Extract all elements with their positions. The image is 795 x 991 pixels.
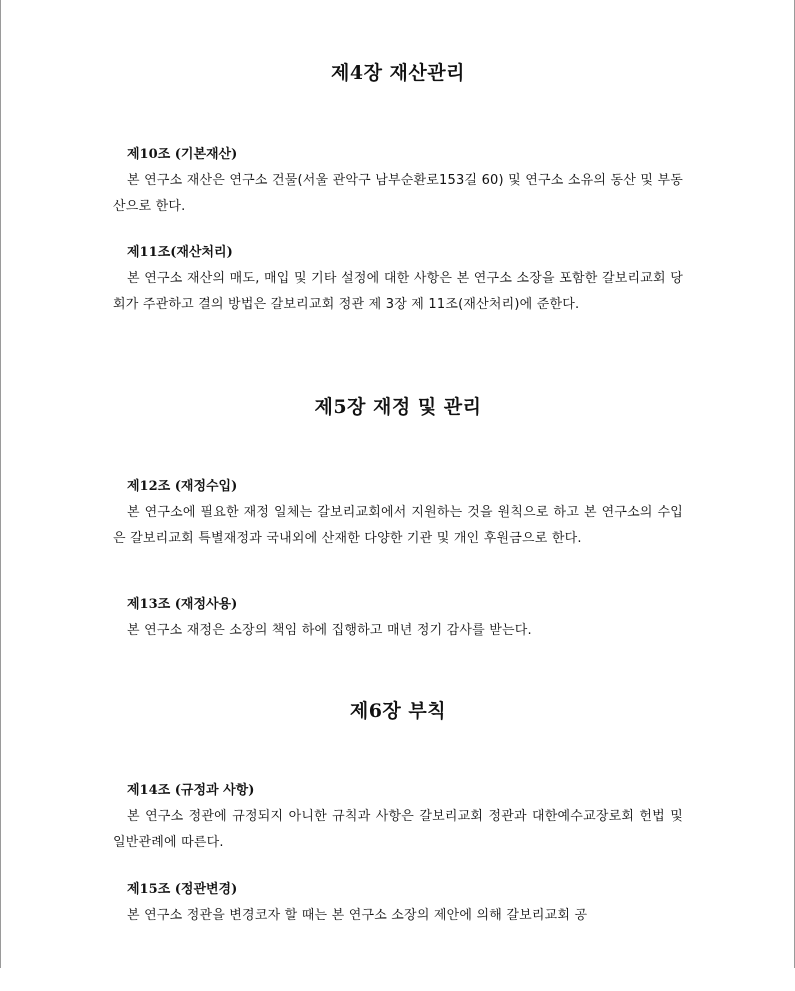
page-left-border	[0, 0, 1, 968]
article-heading: 제15조 (정관변경)	[127, 882, 238, 897]
chapter-title-5: 제5장 재정 및 관리	[314, 396, 482, 418]
article-body: 본 연구소 정관에 규정되지 아니한 규칙과 사항은 갈보리교회 정관과 대한예수교장로회 헌법 및 일반관례에 따른다.	[113, 809, 683, 850]
article-13	[113, 595, 683, 644]
article-heading: 제12조 (재정수입)	[127, 479, 238, 494]
article-body: 본 연구소 재산은 연구소 건물(서울 관악구 남부순환로153길 60) 및 연구소 소유의 동산 및 부동산으로 한다.	[113, 173, 683, 214]
article-15	[113, 880, 683, 929]
article-12	[113, 477, 683, 552]
article-heading: 제13조 (재정사용)	[127, 597, 238, 612]
article-body: 본 연구소에 필요한 재정 일체는 갈보리교회에서 지원하는 것을 원칙으로 하고 본 연구소의 수입은 갈보리교회 특별재정과 국내외에 산재한 다양한 기관 및 개인 후원금으로 한다.	[113, 505, 683, 546]
article-11	[113, 243, 683, 318]
article-body: 본 연구소 재산의 매도, 매입 및 기타 설정에 대한 사항은 본 연구소 소장을 포함한 갈보리교회 당회가 주관하고 결의 방법은 갈보리교회 정관 제 3장 제 11조(재산처리)에 준한다.	[113, 271, 683, 312]
chapter-title-6: 제6장 부칙	[349, 700, 447, 722]
article-body: 본 연구소 재정은 소장의 책임 하에 집행하고 매년 정기 감사를 받는다.	[127, 623, 532, 638]
article-10	[113, 145, 683, 220]
article-heading: 제14조 (규정과 사항)	[127, 783, 255, 798]
article-body: 본 연구소 정관을 변경코자 할 때는 본 연구소 소장의 제안에 의해 갈보리교회 공	[127, 908, 588, 923]
article-heading: 제11조(재산처리)	[127, 245, 233, 260]
article-14	[113, 781, 683, 856]
article-heading: 제10조 (기본재산)	[127, 147, 238, 162]
chapter-title-4: 제4장 재산관리	[331, 62, 465, 84]
